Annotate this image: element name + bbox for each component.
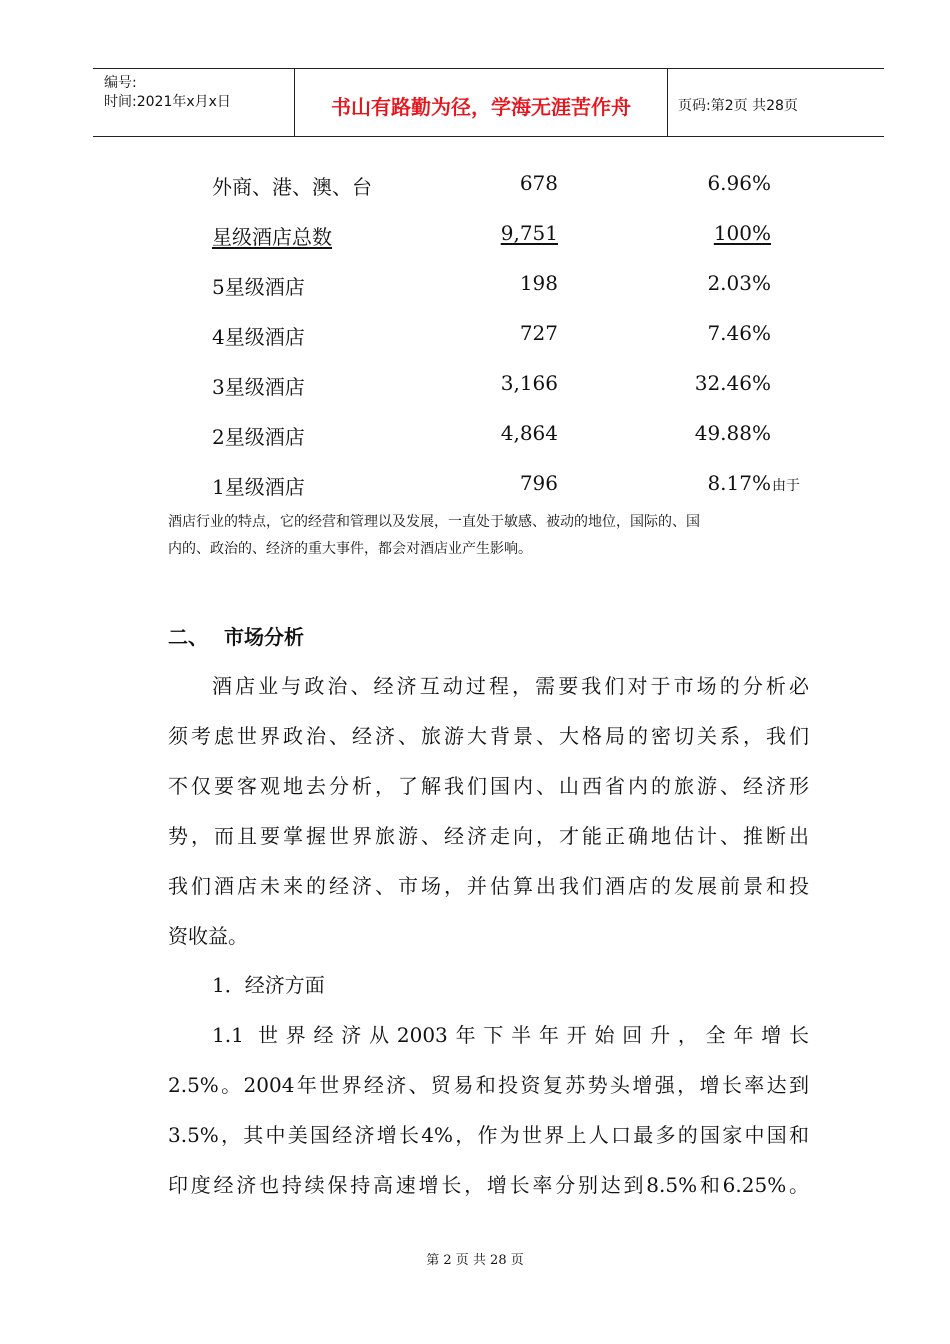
document-date-label: 时间:2021年x月x日 bbox=[104, 94, 231, 110]
table-row bbox=[0, 321, 950, 351]
paragraph-line: 3.5%，其中美国经济增长4%，作为世界上人口最多的国家中国和 bbox=[168, 1123, 809, 1147]
row-name: 外商、港、澳、台 bbox=[212, 175, 372, 199]
header-page-label: 页码:第2页 共28页 bbox=[678, 98, 798, 114]
header-page-cell bbox=[668, 69, 884, 136]
row-percent: 8.17% bbox=[707, 471, 771, 495]
note-line: 酒店行业的特点，它的经营和管理以及发展，一直处于敏感、被动的地位，国际的、国 bbox=[168, 514, 700, 530]
row-percent: 49.88% bbox=[694, 421, 771, 445]
row-percent: 6.96% bbox=[707, 171, 771, 195]
paragraph-line: 不仅要客观地去分析，了解我们国内、山西省内的旅游、经济形 bbox=[168, 774, 809, 798]
header-meta-cell bbox=[93, 69, 295, 136]
paragraph-line: 势，而且要掌握世界旅游、经济走向，才能正确地估计、推断出 bbox=[168, 824, 809, 848]
table-row bbox=[0, 471, 950, 501]
row-name: 4星级酒店 bbox=[212, 325, 305, 349]
table-row bbox=[0, 371, 950, 401]
row-name: 5星级酒店 bbox=[212, 275, 305, 299]
row-name: 1星级酒店 bbox=[212, 475, 305, 499]
paragraph-line: 印度经济也持续保持高速增长，增长率分别达到8.5%和6.25%。 bbox=[168, 1173, 809, 1197]
row-percent: 7.46% bbox=[707, 321, 771, 345]
row-count: 796 bbox=[519, 471, 558, 495]
row-name: 星级酒店总数 bbox=[212, 225, 332, 249]
table-row bbox=[0, 421, 950, 451]
row-percent: 32.46% bbox=[694, 371, 771, 395]
row-percent: 2.03% bbox=[707, 271, 771, 295]
row-count: 678 bbox=[519, 171, 558, 195]
row-count: 9,751 bbox=[500, 221, 558, 245]
paragraph-line: 我们酒店未来的经济、市场，并估算出我们酒店的发展前景和投 bbox=[168, 874, 809, 898]
section-title: 市场分析 bbox=[224, 625, 304, 649]
table-row-total bbox=[0, 221, 950, 251]
row-count: 198 bbox=[519, 271, 558, 295]
section-number: 二、 bbox=[168, 625, 208, 649]
header-motto-cell bbox=[295, 69, 668, 136]
page-footer: 第 2 页 共 28 页 bbox=[426, 1253, 524, 1268]
row-name: 3星级酒店 bbox=[212, 375, 305, 399]
row-count: 3,166 bbox=[500, 371, 558, 395]
row-tail-text: 由于 bbox=[772, 478, 800, 494]
row-count: 4,864 bbox=[500, 421, 558, 445]
paragraph-line: 2.5%。2004年世界经济、贸易和投资复苏势头增强，增长率达到 bbox=[168, 1073, 809, 1097]
document-header bbox=[93, 68, 884, 137]
paragraph-line: 资收益。 bbox=[168, 924, 248, 948]
table-row bbox=[0, 171, 950, 201]
note-line: 内的、政治的、经济的重大事件，都会对酒店业产生影响。 bbox=[168, 541, 532, 557]
row-percent: 100% bbox=[713, 221, 771, 245]
document-number-label: 编号: bbox=[104, 75, 137, 91]
row-count: 727 bbox=[519, 321, 558, 345]
section-heading bbox=[168, 621, 304, 650]
paragraph-line: 1.1 世界经济从2003年下半年开始回升，全年增长 bbox=[212, 1023, 809, 1047]
row-name: 2星级酒店 bbox=[212, 425, 305, 449]
paragraph-line: 须考虑世界政治、经济、旅游大背景、大格局的密切关系，我们 bbox=[168, 724, 809, 748]
table-row bbox=[0, 271, 950, 301]
header-motto: 书山有路勤为径，学海无涯苦作舟 bbox=[331, 95, 631, 119]
subsection-heading: 1．经济方面 bbox=[212, 973, 325, 997]
paragraph-line: 酒店业与政治、经济互动过程，需要我们对于市场的分析必 bbox=[212, 674, 809, 698]
